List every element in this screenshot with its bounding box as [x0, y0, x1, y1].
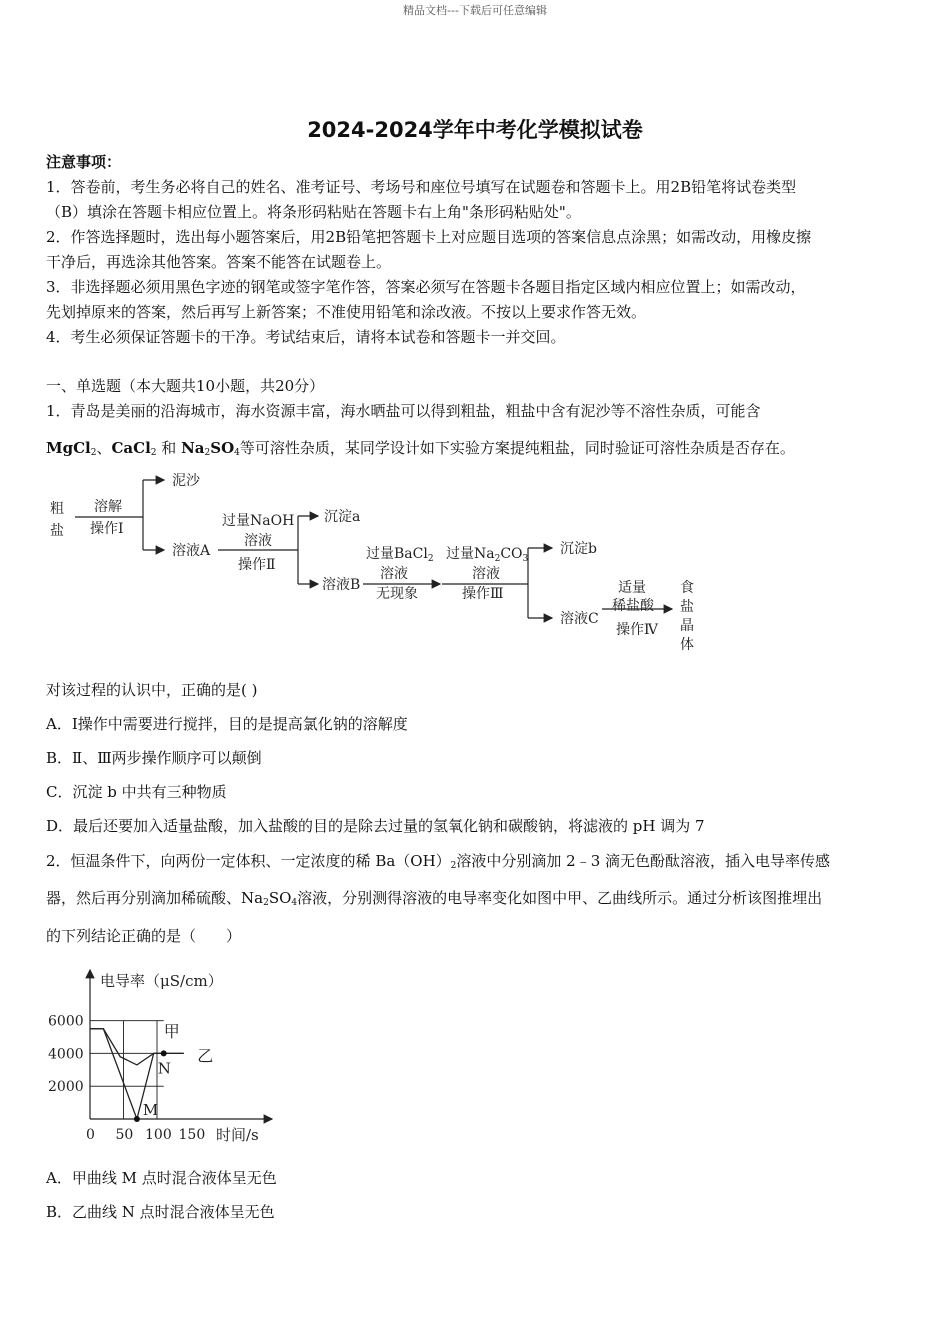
- q2-stem-line: [46, 886, 912, 911]
- formula: MgCl: [46, 439, 91, 457]
- subscript: 4: [291, 898, 298, 908]
- formula: CaCl: [111, 439, 151, 457]
- x-tick-label: 150: [178, 1127, 206, 1143]
- data-point: [134, 1116, 140, 1122]
- text: SO: [268, 889, 292, 907]
- point-label: N: [157, 1059, 171, 1078]
- label-pptB: 沉淀b: [560, 541, 597, 557]
- text: 器，然后再分别滴加稀硫酸、Na: [46, 889, 264, 907]
- label-yan: 盐: [50, 523, 64, 539]
- label-op1: 操作Ⅰ: [90, 521, 124, 537]
- label-op2: 操作Ⅱ: [238, 557, 276, 573]
- x-tick-label: 50: [115, 1127, 134, 1143]
- notice-line: 4．考生必须保证答题卡的干净。考试结束后，请将本试卷和答题卡一并交回。: [46, 328, 566, 346]
- text: 溶液中分别滴加 2﹣3 滴无色酚酞溶液，插入电导率传感: [456, 852, 831, 870]
- text: 等可溶性杂质，某同学设计如下实验方案提纯粗盐，同时验证可溶性杂质是否存在。: [239, 439, 795, 457]
- notice-line: 2．作答选择题时，选出每小题答案后，用2B铅笔把答题卡上对应题目选项的答案信息点涂黑；如需改动，用橡皮擦: [46, 228, 812, 246]
- q1-question: 对该过程的认识中，正确的是( ): [46, 681, 258, 699]
- notice-line: 3．非选择题必须用黑色字迹的钢笔或签字笔作答，答案必须写在答题卡各题目指定区域内相应位置上；如需改动，: [46, 278, 806, 296]
- q1-option-b: B．Ⅱ、Ⅲ两步操作顺序可以颠倒: [46, 749, 262, 767]
- q1-option-c: C．沉淀 b 中共有三种物质: [46, 783, 227, 801]
- label-na2co3-solution: 溶液: [472, 566, 500, 582]
- exam-title: 2024-2024学年中考化学模拟试卷: [307, 118, 643, 142]
- label-naoh-solution: 溶液: [244, 533, 272, 549]
- subscript: 2: [90, 448, 97, 458]
- x-axis-label: 时间/s: [216, 1126, 259, 1144]
- label-bacl2-solution: 溶液: [380, 566, 408, 582]
- q1-option-a: A．Ⅰ操作中需要进行搅拌，目的是提高氯化钠的溶解度: [46, 715, 408, 733]
- q1-option-d: D．最后还要加入适量盐酸，加入盐酸的目的是除去过量的氢氧化钠和碳酸钠，将滤液的 pH 调为 7: [46, 817, 705, 835]
- label-op4: 操作Ⅳ: [616, 622, 658, 638]
- label-op3: 操作Ⅲ: [462, 586, 504, 602]
- y-tick-label: 2000: [48, 1079, 84, 1096]
- data-point: [161, 1050, 167, 1056]
- subscript: 2: [450, 861, 457, 871]
- label-hcl: 稀盐酸: [612, 598, 654, 614]
- conductivity-chart: [40, 962, 290, 1152]
- q2-stem-line: [46, 849, 912, 874]
- section-title: 一、单选题（本大题共10小题，共20分）: [46, 377, 325, 395]
- label-solB: 溶液B: [322, 577, 361, 593]
- subscript: 2: [204, 448, 211, 458]
- label-no-phenomenon: 无现象: [376, 586, 418, 602]
- notice-line: 先划掉原来的答案，然后再写上新答案；不准使用铅笔和涂改液。不按以上要求作答无效。: [46, 303, 647, 321]
- label-dissolve: 溶解: [94, 499, 122, 515]
- subscript: 4: [234, 448, 240, 458]
- label-naoh: 过量NaOH: [222, 513, 295, 529]
- q2-option-b: B．乙曲线 N 点时混合液体呈无色: [46, 1203, 275, 1221]
- text: 溶液，分别测得溶液的电导率变化如图中甲、乙曲线所示。通过分析该图推埋出: [297, 889, 823, 907]
- label-cu: 粗: [50, 501, 64, 517]
- label-sand: 泥沙: [172, 473, 200, 489]
- label-pptA: 沉淀a: [324, 509, 361, 525]
- label-hcl-amount: 适量: [618, 580, 646, 596]
- q2-stem-line: 的下列结论正确的是（ ）: [46, 927, 242, 945]
- label-salt: 盐: [680, 599, 694, 615]
- x-tick-label: 100: [145, 1127, 172, 1143]
- label-na2co3: 过量$Na_2CO_3$: [446, 546, 529, 564]
- series-label-jia: 甲: [163, 1022, 180, 1041]
- q1-stem-line: [46, 436, 912, 461]
- series-label-yi: 乙: [197, 1046, 214, 1066]
- x-tick-label: 0: [86, 1127, 95, 1143]
- q1-stem-line: 1．青岛是美丽的沿海城市，海水资源丰富，海水晒盐可以得到粗盐，粗盐中含有泥沙等不溶性杂质，可能含: [46, 402, 761, 420]
- text: 和: [156, 439, 182, 457]
- y-axis-label: 电导率（μS/cm）: [100, 972, 223, 990]
- purification-flow-diagram: [40, 466, 720, 662]
- formula: SO: [210, 439, 235, 457]
- text: 2．恒温条件下，向两份一定体积、一定浓度的稀 Ba（OH）: [46, 852, 451, 870]
- page-header: 精品文档---下载后可任意编辑: [403, 4, 547, 17]
- y-tick-label: 4000: [48, 1046, 84, 1063]
- label-salt: 食: [680, 580, 694, 596]
- label-solC: 溶液C: [560, 611, 599, 627]
- text: 、: [96, 439, 112, 457]
- label-salt: 晶: [680, 618, 694, 634]
- label-salt: 体: [680, 637, 694, 653]
- label-solA: 溶液A: [172, 543, 211, 559]
- label-bacl2: 过量BaCl$_2$: [366, 546, 434, 564]
- q2-option-a: A．甲曲线 M 点时混合液体呈无色: [46, 1169, 277, 1187]
- y-tick-label: 6000: [48, 1013, 84, 1030]
- subscript: 2: [263, 898, 269, 908]
- notice-heading: 注意事项：: [46, 153, 122, 171]
- notice-line: 1．答卷前，考生务必将自己的姓名、准考证号、考场号和座位号填写在试题卷和答题卡上。用2B铅笔将试卷类型: [46, 178, 797, 196]
- point-label: M: [142, 1101, 159, 1119]
- formula: Na: [181, 439, 205, 457]
- subscript: 2: [150, 448, 157, 458]
- notice-line: （B）填涂在答题卡相应位置上。将条形码粘贴在答题卡右上角"条形码粘贴处"。: [46, 203, 581, 221]
- notice-line: 干净后，再选涂其他答案。答案不能答在试题卷上。: [46, 253, 392, 271]
